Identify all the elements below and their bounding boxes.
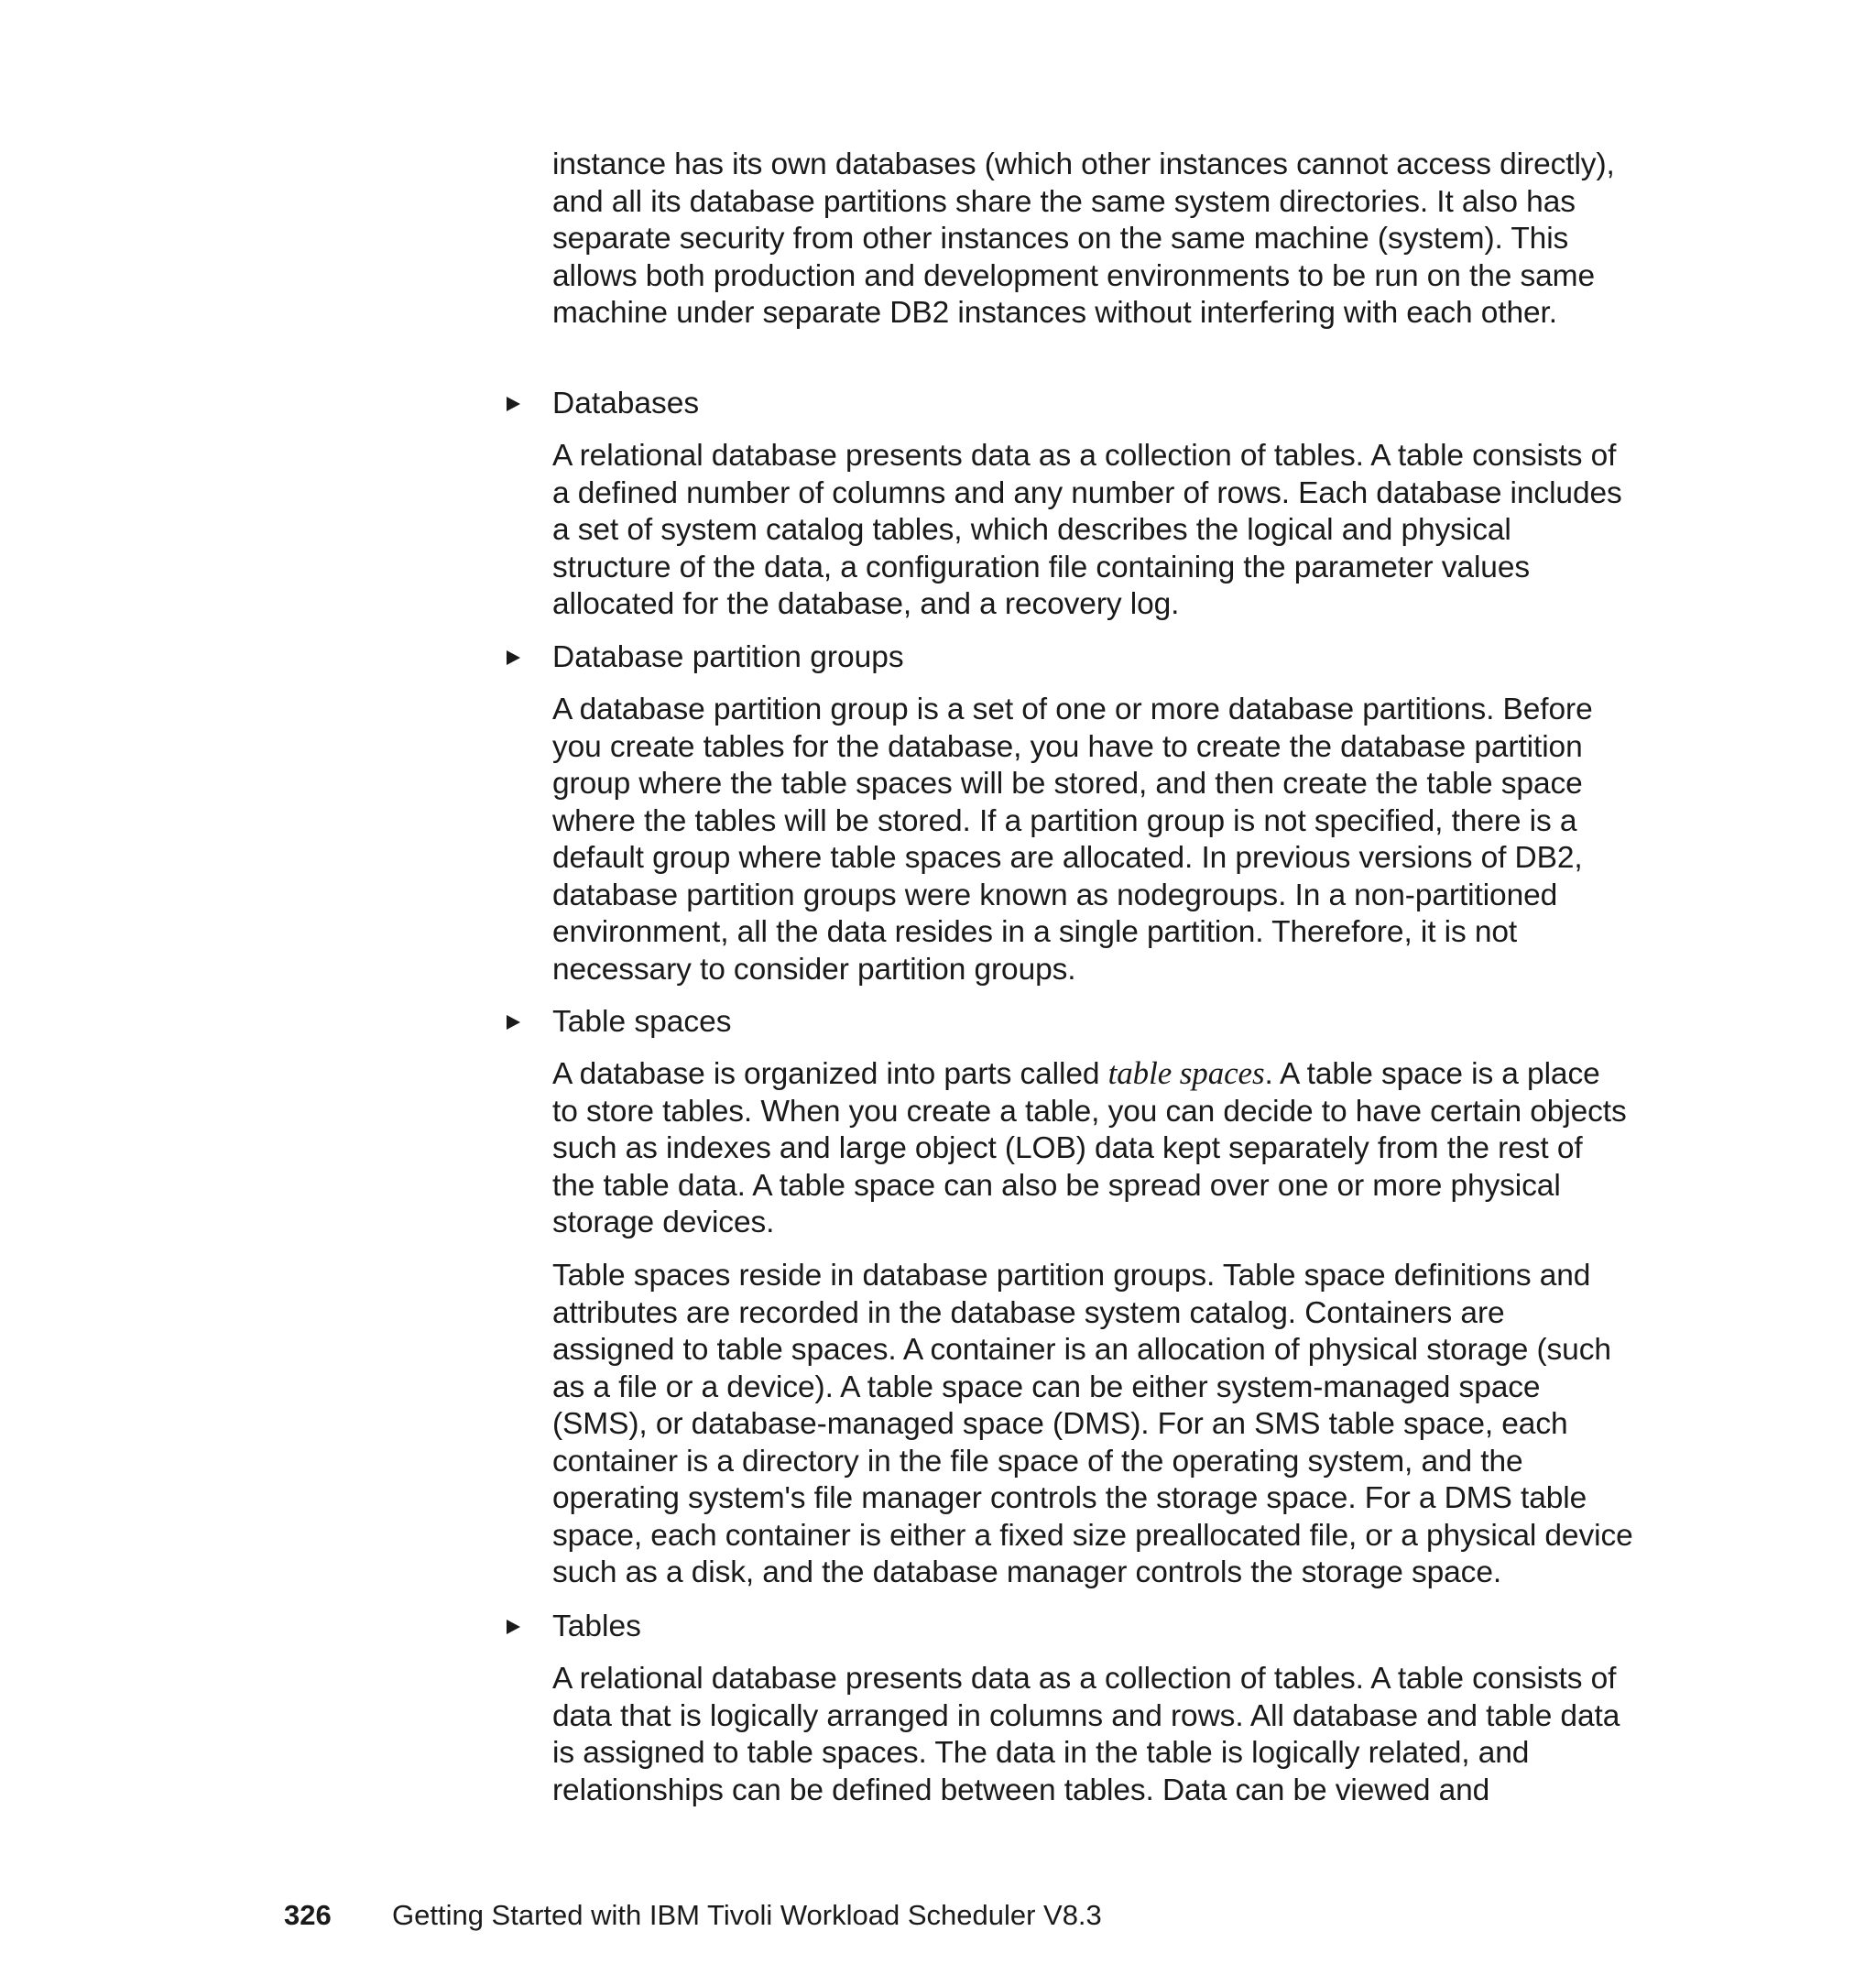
table-spaces-paragraph-1 (552, 1055, 1633, 1242)
table-spaces-text-before: A database is organized into parts called (552, 1057, 1108, 1091)
bullet-heading-databases: Databases (552, 387, 700, 420)
bullet-item-databases (507, 386, 1633, 424)
bullet-item-table-spaces (507, 1004, 1633, 1042)
table-spaces-text-after: . A table space is a place to store tables. When you create a table, you can decide to have certain objects such as indexes and large object (LOB) data kept separately from the rest of the table data. A table space can also be spread over one or more physical storage devices. (552, 1057, 1627, 1239)
bullet-arrow-icon (507, 650, 520, 665)
bullet-heading-table-spaces: Table spaces (552, 1005, 732, 1039)
book-title: Getting Started with IBM Tivoli Workload Scheduler V8.3 (392, 1899, 1102, 1931)
table-spaces-paragraph-2: Table spaces reside in database partition groups. Table space definitions and attributes are recorded in the database system catalog. Containers are assigned to table spaces. A container is an allocation of physical storage (such as a file or a device). A table space can be either system-managed space (SMS), or database-managed space (DMS). For an SMS table space, each container is a directory in the file space of the operating system, and the operating system's file manager controls the storage space. For a DMS table space, each container is either a fixed size preallocated file, or a physical device such as a disk, and the database manager controls the storage space. (552, 1259, 1633, 1589)
page-number: 326 (284, 1899, 332, 1931)
tables-paragraph: A relational database presents data as a collection of tables. A table consists of data that is logically arranged in columns and rows. All database and table data is assigned to table spaces. The data in the table is logically related, and relationships can be defined between tables. Data can be viewed and (552, 1662, 1620, 1807)
bullet-heading-partition-groups: Database partition groups (552, 640, 904, 674)
intro-paragraph: instance has its own databases (which other instances cannot access directly), and all its database partitions share the same system directories. It also has separate security from other instances on the same machine (system). This allows both production and development environments to be run on the same machine under separate DB2 instances without interfering with each other. (552, 147, 1615, 330)
bullet-arrow-icon (507, 1620, 520, 1634)
partition-groups-paragraph: A database partition group is a set of one or more database partitions. Before you create tables for the database, you have to create the database partition group where the table spaces will be stored, and then create the table space where the tables will be stored. If a partition group is not specified, there is a default group where table spaces are allocated. In previous versions of DB2, database partition groups were known as nodegroups. In a non-partitioned environment, all the data resides in a single partition. Therefore, it is not necessary to consider partition groups. (552, 693, 1593, 987)
bullet-item-tables (507, 1609, 1633, 1647)
bullet-arrow-icon (507, 397, 520, 411)
bullet-arrow-icon (507, 1015, 520, 1030)
bullet-item-partition-groups (507, 639, 1633, 678)
bullet-heading-tables: Tables (552, 1610, 641, 1643)
table-spaces-italic-term: table spaces (1107, 1055, 1265, 1091)
databases-paragraph: A relational database presents data as a collection of tables. A table consists of a defined number of columns and any number of rows. Each database includes a set of system catalog tables, which describes the logical and physical structure of the data, a configuration file containing the parameter values allocated for the database, and a recovery log. (552, 439, 1622, 621)
